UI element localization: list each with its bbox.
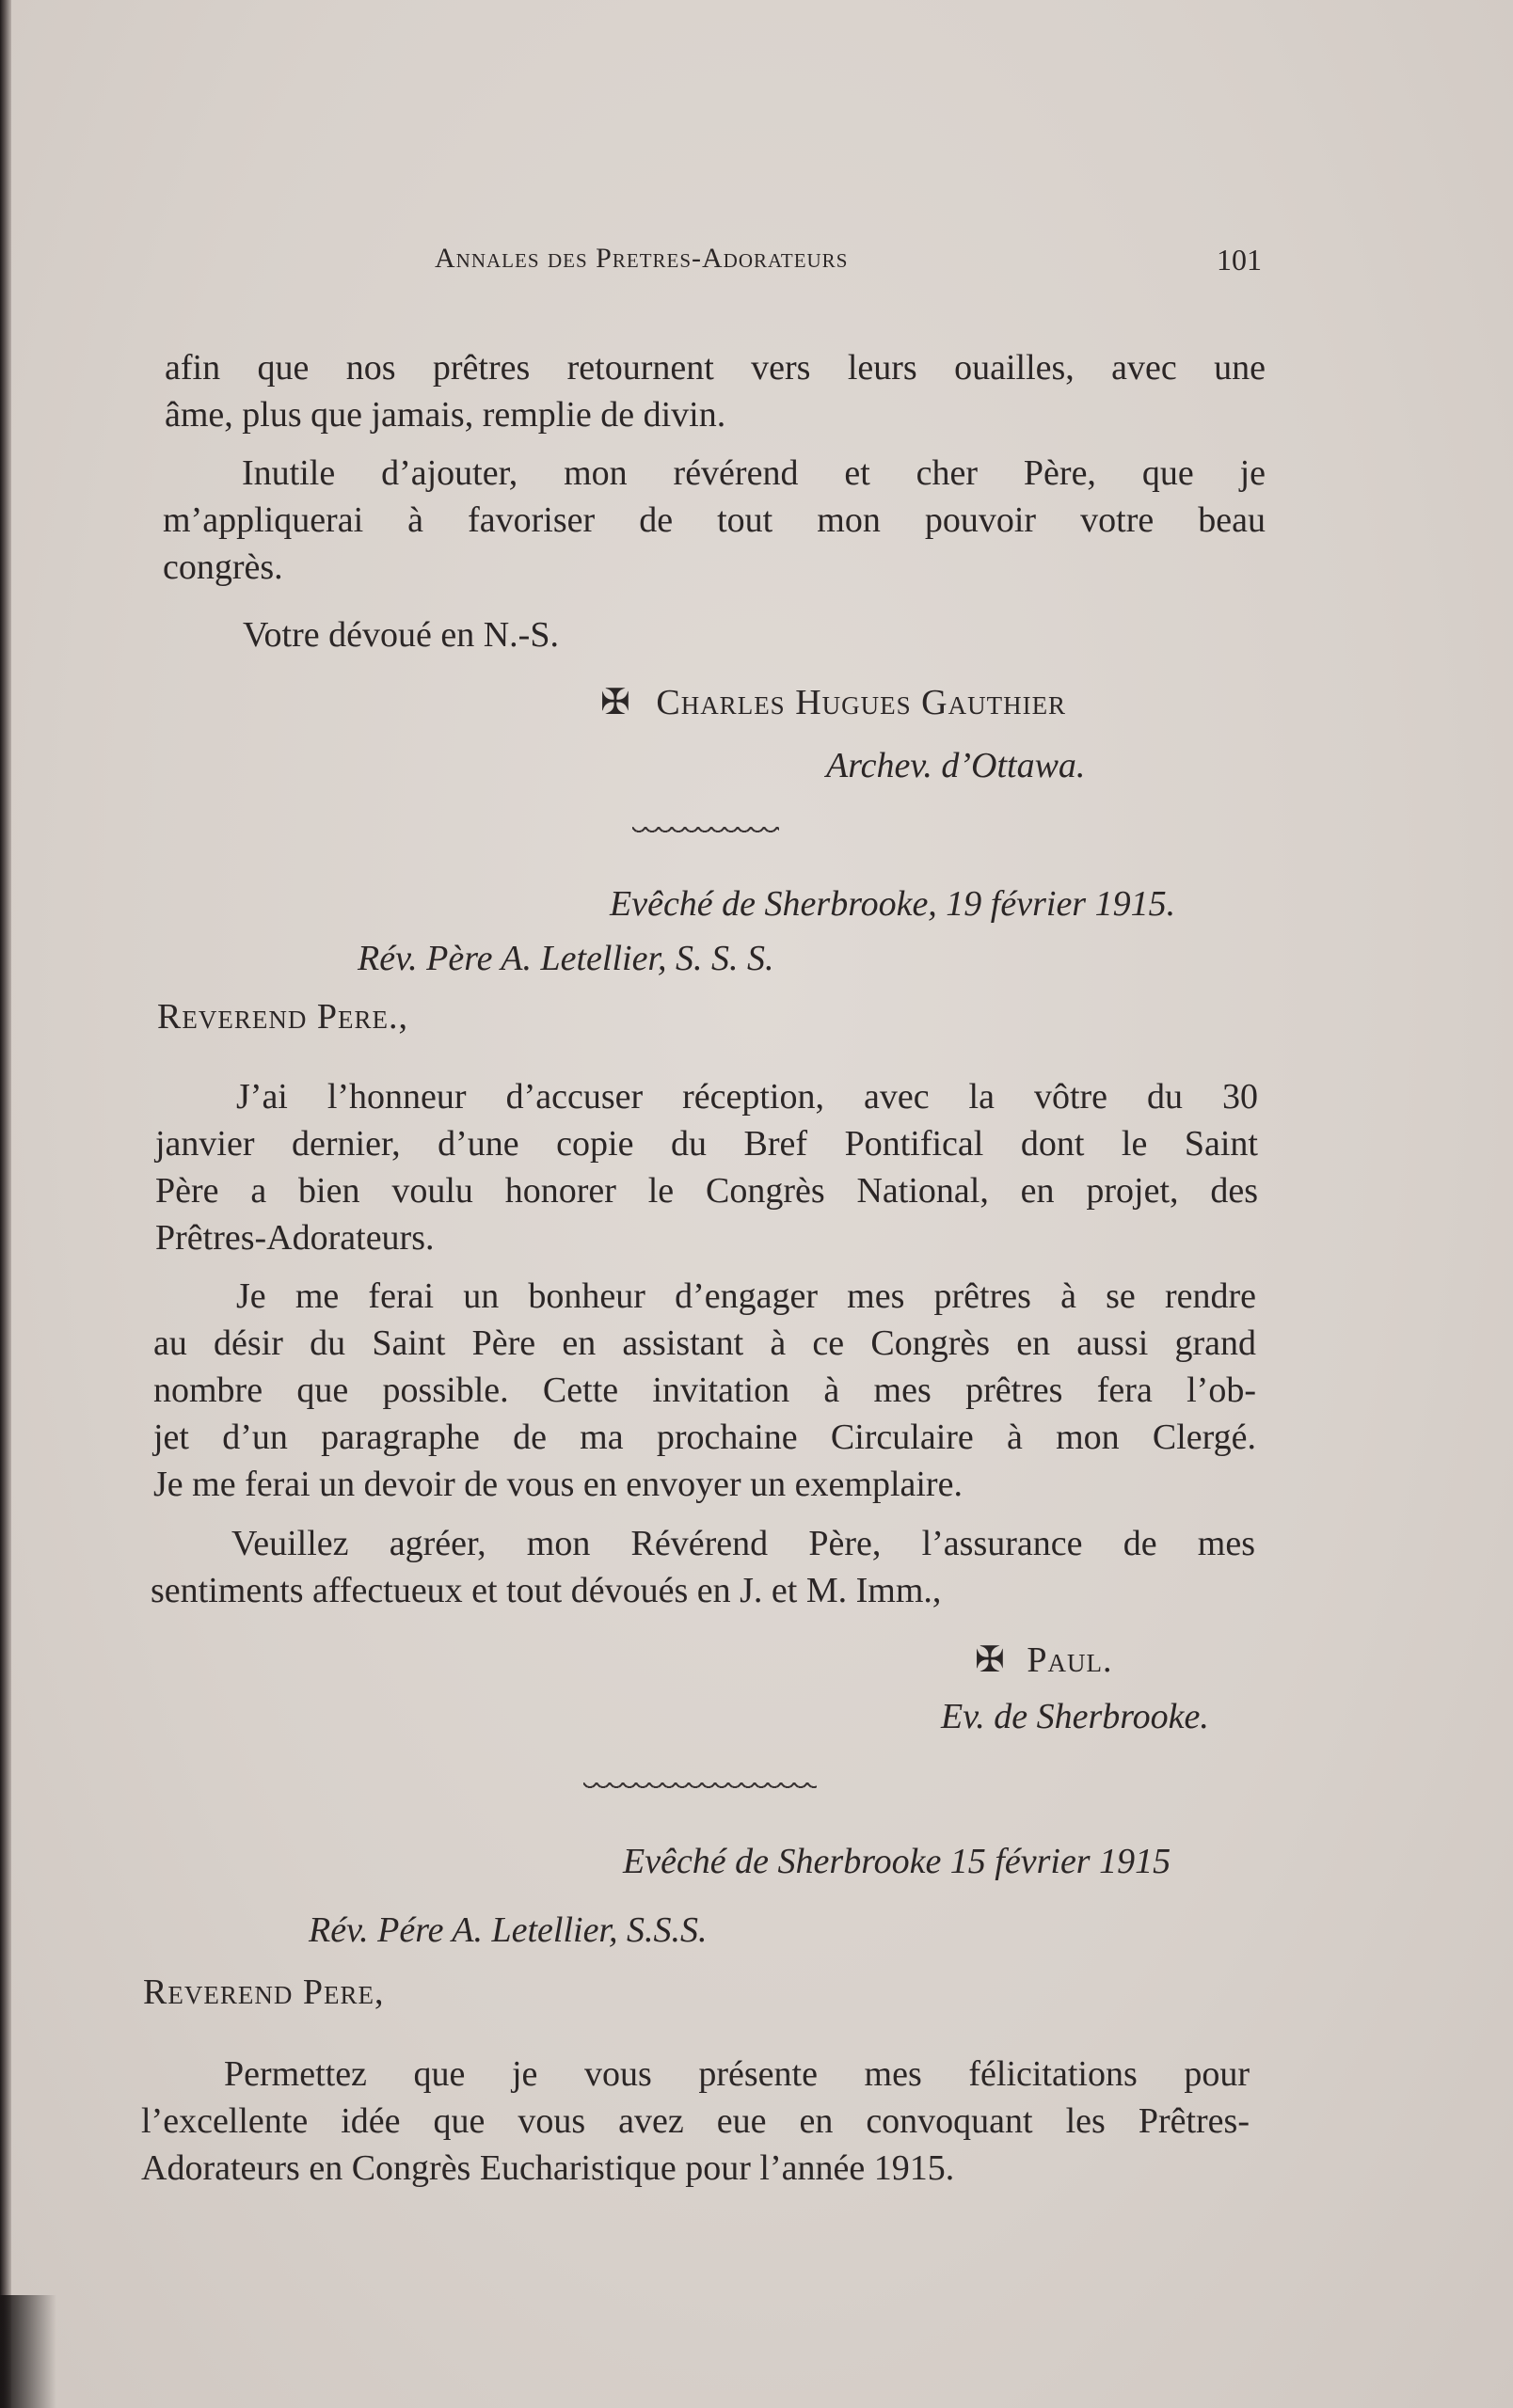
letter2-recipient: Rév. Père A. Letellier, S. S. S. [358, 939, 774, 978]
letter1-paragraph [165, 344, 1266, 438]
maltese-cross-icon: ✠ [600, 683, 630, 722]
page-number: 101 [1217, 243, 1262, 277]
text-line: jet d’un paragraphe de ma prochaine Circulaire à mon Clergé. [153, 1418, 1256, 1457]
text-line: nombre que possible. Cette invitation à mes prêtres fera l’ob- [153, 1370, 1256, 1410]
text-line: au désir du Saint Père en assistant à ce Congrès en aussi grand [153, 1323, 1256, 1363]
letter3-salutation: Reverend Pere, [143, 1972, 385, 2012]
letter3-paragraph-1 [141, 2051, 1250, 2192]
text-line: afin que nos prêtres retournent vers leurs ouailles, avec une [165, 348, 1266, 388]
text-line: congrès. [163, 547, 283, 587]
text-line: âme, plus que jamais, remplie de divin. [165, 395, 726, 435]
wavy-divider [632, 827, 779, 840]
letter1-closing: Votre dévoué en N.-S. [243, 615, 559, 655]
text-line: sentiments affectueux et tout dévoués en J. et M. Imm., [151, 1571, 942, 1610]
wavy-divider [583, 1782, 817, 1796]
text-line: Permettez que je vous présente mes félicitations pour [224, 2054, 1250, 2094]
text-line: Adorateurs en Congrès Eucharistique pour l’année 1915. [141, 2148, 955, 2188]
letter2-signature: Paul. [1027, 1640, 1113, 1680]
letter1-signature-line [600, 685, 1066, 721]
letter1-paragraph-2 [163, 450, 1266, 591]
letter2-paragraph-2 [153, 1273, 1256, 1508]
letter3-recipient: Rév. Pére A. Letellier, S.S.S. [309, 1910, 708, 1950]
text-line: l’excellente idée que vous avez eue en convoquant les Prêtres- [141, 2101, 1250, 2141]
letter2-place-date: Evêché de Sherbrooke, 19 février 1915. [610, 884, 1176, 924]
page-corner-shadow [0, 2295, 56, 2408]
text-line: J’ai l’honneur d’accuser réception, avec la vôtre du 30 [236, 1077, 1258, 1117]
letter1-signer-title: Archev. d’Ottawa. [826, 746, 1086, 785]
letter2-paragraph-1 [155, 1073, 1258, 1261]
text-line: m’appliquerai à favoriser de tout mon pouvoir votre beau [163, 500, 1266, 540]
letter2-signer-title: Ev. de Sherbrooke. [941, 1697, 1209, 1736]
letter2-salutation: Reverend Pere., [157, 997, 408, 1037]
text-line: Inutile d’ajouter, mon révérend et cher Père, que je [242, 453, 1266, 493]
text-line: Veuillez agréer, mon Révérend Père, l’assurance de mes [231, 1524, 1255, 1563]
text-line: Prêtres-Adorateurs. [155, 1218, 435, 1258]
maltese-cross-icon: ✠ [975, 1640, 1005, 1680]
letter2-paragraph-3 [151, 1520, 1255, 1614]
letter1-signature: Charles Hugues Gauthier [656, 683, 1067, 722]
text-line: janvier dernier, d’une copie du Bref Pontifical dont le Saint [155, 1124, 1258, 1164]
running-header: Annales des Pretres-Adorateurs [435, 243, 849, 274]
text-line: Je me ferai un bonheur d’engager mes prêtres à se rendre [236, 1276, 1256, 1316]
book-spine-shadow [0, 0, 11, 2408]
letter2-signature-line [975, 1642, 1112, 1678]
text-line: Je me ferai un devoir de vous en envoyer un exemplaire. [153, 1465, 963, 1504]
letter3-place-date: Evêché de Sherbrooke 15 février 1915 [623, 1842, 1171, 1881]
text-line: Père a bien voulu honorer le Congrès National, en projet, des [155, 1171, 1258, 1211]
